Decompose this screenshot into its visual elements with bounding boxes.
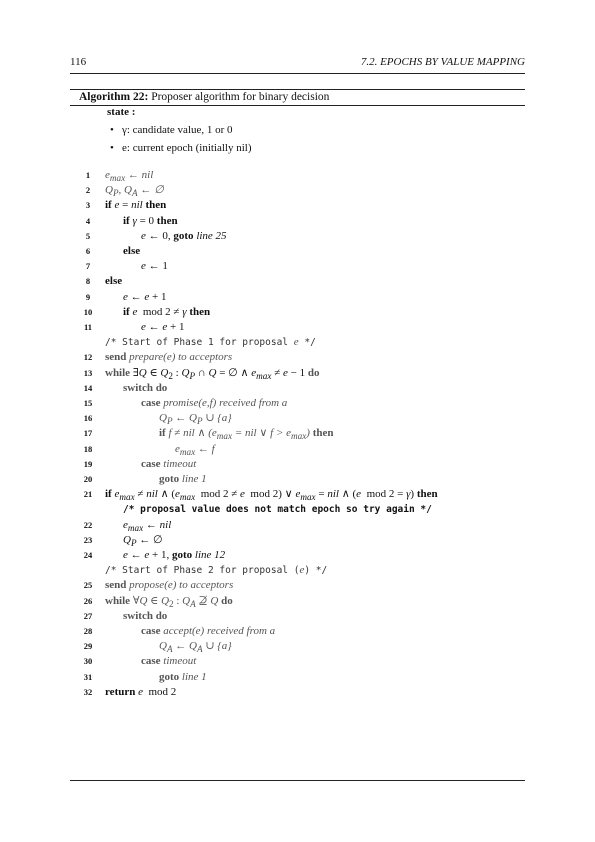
algorithm-line — [79, 305, 519, 320]
algorithm-line — [79, 670, 519, 685]
algorithm-top-rule — [70, 89, 525, 90]
line-code: $Q_P$ ← ∅ — [123, 533, 163, 548]
line-code: $Q_P$, $Q_A$ ← ∅ — [105, 184, 164, 199]
line-number: 11 — [83, 322, 93, 332]
algorithm-line — [79, 533, 519, 548]
line-number: 4 — [85, 215, 91, 226]
line-code: case timeout — [141, 655, 197, 668]
line-number: 7 — [85, 261, 91, 272]
line-code: if e mod 2 ≠ γ then — [123, 305, 211, 318]
page-number: 116 — [70, 56, 87, 68]
line-number: 14 — [83, 382, 93, 393]
line-number: 2 — [85, 185, 91, 196]
state-item-gamma — [110, 124, 233, 136]
algorithm-line — [79, 487, 519, 502]
line-code: return e mod 2 — [105, 685, 177, 698]
line-code: else — [123, 245, 141, 257]
line-number: 21 — [83, 489, 93, 500]
line-code: if γ = 0 then — [123, 214, 178, 227]
state-label: state : — [107, 106, 136, 118]
algorithm-line — [79, 654, 519, 669]
line-number: 5 — [85, 230, 91, 241]
algorithm-line — [79, 274, 519, 289]
state-item-text: e: current epoch (initially nil) — [122, 142, 252, 154]
line-code: $Q_A$ ← $Q_A$ ∪ {a} — [159, 640, 232, 655]
line-code: $e_{max}$ ← nil — [123, 518, 172, 533]
line-number: 23 — [83, 534, 93, 545]
algorithm-line — [79, 183, 519, 198]
line-number: 29 — [83, 641, 93, 652]
line-number: 27 — [83, 610, 93, 621]
line-number: 1 — [85, 170, 91, 180]
line-number: 13 — [83, 367, 93, 378]
algorithm-line — [79, 685, 519, 700]
algorithm-line — [79, 350, 519, 365]
line-code: e ← e + 1 — [123, 290, 167, 303]
bullet-icon: • — [110, 124, 114, 136]
line-code: e ← e + 1 — [141, 321, 185, 333]
algorithm-line — [79, 229, 519, 244]
bullet-icon: • — [110, 142, 114, 154]
line-code: $Q_P$ ← $Q_P$ ∪ {a} — [159, 412, 232, 427]
algorithm-bottom-rule — [70, 780, 525, 781]
algorithm-title-rule — [70, 105, 525, 106]
algorithm-line — [79, 426, 519, 441]
line-code: while ∃Q ∈ $Q_2$ : $Q_P$ ∩ Q = ∅ ∧ $e_{max} \ne e - 1$ do — [105, 366, 320, 381]
line-number: 10 — [83, 306, 93, 317]
page-header — [70, 56, 525, 70]
line-number: 12 — [83, 352, 93, 363]
line-number: 24 — [83, 550, 93, 560]
algorithm-line — [79, 518, 519, 533]
algorithm-line — [79, 639, 519, 654]
line-code: send propose(e) to acceptors — [105, 579, 234, 592]
algorithm-line — [79, 198, 519, 213]
line-number: 20 — [83, 474, 93, 484]
algorithm-comment — [79, 335, 519, 350]
line-number: 25 — [83, 580, 93, 591]
algorithm-line — [79, 168, 519, 183]
line-code: e ← e + 1, goto line 12 — [123, 549, 226, 561]
line-number: 8 — [85, 276, 91, 287]
algorithm-title: Proposer algorithm for binary decision — [151, 91, 330, 103]
line-number: 30 — [83, 656, 93, 667]
state-item-epoch — [110, 142, 252, 154]
line-number: 26 — [83, 595, 93, 606]
line-number: 28 — [83, 626, 93, 636]
line-code: if $e_{max}$ ≠ nil ∧ ($e_{max}$ mod 2 ≠ e mod 2) ∨ $e_{max}$ = nil ∧ (e mod 2 = γ) then — [105, 488, 438, 503]
line-number: 17 — [83, 428, 93, 439]
line-number: 19 — [83, 458, 93, 469]
algorithm-line — [79, 594, 519, 609]
line-number: 22 — [83, 519, 93, 530]
line-code: switch do — [123, 381, 168, 394]
line-number: 31 — [83, 671, 93, 682]
algorithm-line — [79, 320, 519, 335]
line-code: /* proposal value does not match epoch so try again */ — [123, 504, 432, 516]
line-code: while ∀Q ∈ $Q_2$ : $Q_A$ ⊉ Q do — [105, 594, 233, 609]
algorithm-line — [79, 624, 519, 639]
algorithm-line — [79, 411, 519, 426]
algorithm-comment — [79, 563, 519, 578]
line-code: switch do — [123, 609, 168, 622]
line-code: goto line 1 — [159, 670, 207, 683]
algorithm-line — [79, 214, 519, 229]
algorithm-line — [79, 472, 519, 487]
algorithm-line — [79, 366, 519, 381]
algorithm-line — [79, 457, 519, 472]
header-rule — [70, 73, 525, 74]
line-code: /* Start of Phase 2 for proposal (e) */ — [105, 564, 328, 577]
line-code: case promise(e,f) received from a — [141, 397, 288, 409]
line-code: send prepare(e) to acceptors — [105, 351, 233, 364]
algorithm-line — [79, 259, 519, 274]
algorithm-line — [79, 396, 519, 411]
algorithm-line — [79, 290, 519, 305]
algorithm-line — [79, 578, 519, 593]
line-number: 16 — [83, 413, 93, 424]
line-code: case accept(e) received from a — [141, 625, 276, 637]
state-item-text: γ: candidate value, 1 or 0 — [122, 124, 233, 136]
algorithm-line — [79, 244, 519, 259]
line-code: e ← 1 — [141, 260, 168, 273]
line-number: 6 — [85, 246, 91, 256]
line-code: else — [105, 275, 123, 288]
line-number: 18 — [83, 443, 93, 454]
line-code: if e = nil then — [105, 199, 167, 212]
line-code: case timeout — [141, 457, 197, 470]
algorithm-caption — [79, 91, 329, 103]
section-title: 7.2. EPOCHS BY VALUE MAPPING — [360, 56, 525, 68]
algorithm-label: Algorithm 22: — [79, 91, 149, 103]
line-number: 3 — [85, 200, 91, 211]
line-code: goto line 1 — [159, 473, 207, 485]
line-code: e ← 0, goto line 25 — [141, 229, 227, 242]
line-number: 9 — [85, 291, 91, 302]
algorithm-line — [79, 442, 519, 457]
line-code: if f ≠ nil ∧ ($e_{max}$ = nil ∨ $f > e_{max}$) then — [159, 427, 334, 442]
line-code: $e_{max}$ ← nil — [105, 169, 154, 184]
line-number: 15 — [83, 398, 93, 408]
algorithm-line — [79, 381, 519, 396]
line-code: /* Start of Phase 1 for proposal e */ — [105, 336, 316, 349]
line-code: $e_{max}$ ← f — [175, 442, 215, 457]
algorithm-comment — [79, 502, 519, 517]
algorithm-line — [79, 609, 519, 624]
algorithm-line — [79, 548, 519, 563]
line-number: 32 — [83, 686, 93, 697]
